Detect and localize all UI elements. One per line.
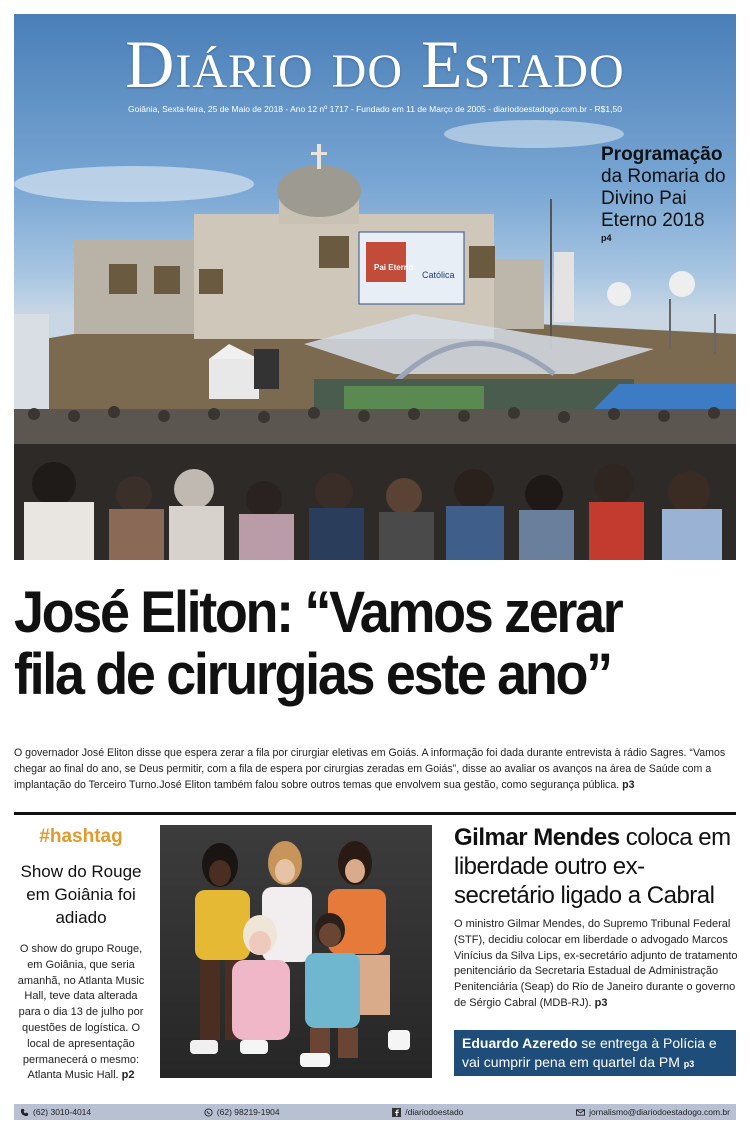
footer-whatsapp-number: (62) 98219-1904: [216, 1107, 280, 1117]
footer-email-address: jornalismo@diariodoestadogo.com.br: [589, 1107, 730, 1117]
rouge-story-title[interactable]: Show do Rouge em Goiânia foi adiado: [20, 862, 142, 927]
azeredo-teaser-box[interactable]: [454, 1030, 736, 1076]
footer-facebook-handle: /diariodoestado: [405, 1107, 464, 1117]
programacao-heading: Programação: [601, 144, 723, 165]
contact-footer-bar: [14, 1104, 736, 1120]
gilmar-story-text: O ministro Gilmar Mendes, do Supremo Tribunal Federal (STF), decidiu colocar em liberdade o advogado Marcos Vinícius da Silva Lips, ex-secretário adjunto de tratamento penitenciário da Secretaria Estadual de Administração Penitenciária (Seap) do Rio de Janeiro durante o governo de Sérgio Cabral (MDB-RJ).: [454, 918, 738, 1009]
footer-whatsapp[interactable]: [204, 1107, 280, 1117]
section-divider: [14, 812, 736, 815]
rouge-group-photo: [160, 825, 432, 1078]
page-reference: p2: [121, 1069, 135, 1082]
azeredo-name: Eduardo Azeredo: [462, 1035, 578, 1051]
lead-text: O governador José Eliton disse que espera zerar a fila por cirurgiar eletivas em Goiás. A informação foi dada durante entrevista à rádio Sagres. “Vamos chegar ao final do ano, se Deus permitir, com a fila de espera por cirurgias zeradas em Goiás”, disse ao avaliar os avanços na área de Saúde com a implantação do Terceiro Turno.José Eliton também falou sobre outros temas que envolvem sua gestão, como segurança pública.: [14, 747, 726, 791]
rouge-story-body: [14, 942, 148, 1084]
group-photo-illustration: [160, 825, 432, 1078]
headline-line-2: fila de cirurgias este ano”: [14, 642, 611, 707]
front-page-photo: [14, 14, 736, 560]
page-reference: p3: [594, 996, 608, 1009]
banner-text-catolica: Católica: [422, 270, 455, 280]
gilmar-story-body: [454, 917, 739, 1012]
banner-text-pai-eterno: Pai Eterno: [374, 263, 414, 272]
gilmar-name: Gilmar Mendes: [454, 824, 620, 851]
gilmar-mendes-headline[interactable]: [454, 823, 739, 910]
footer-email[interactable]: [576, 1107, 730, 1117]
whatsapp-icon: [204, 1108, 213, 1117]
facebook-icon: [392, 1108, 401, 1117]
page-reference: p3: [683, 1059, 695, 1069]
footer-phone-number: (62) 3010-4014: [33, 1107, 92, 1117]
programacao-text: da Romaria do Divino Pai Eterno 2018: [601, 166, 726, 231]
headline-line-1: José Eliton: “Vamos zerar: [14, 580, 622, 645]
newspaper-masthead[interactable]: Diário do Estado: [125, 26, 625, 102]
dateline: Goiânia, Sexta-feira, 25 de Maio de 2018 - Ano 12 nº 1717 - Fundado em 11 de Março de 2005 - diariodoestadogo.com.br - R$1,50: [128, 104, 622, 114]
azeredo-headline-rest: se entrega à Polícia e vai cumprir pena em quartel da PM: [462, 1035, 717, 1070]
phone-icon: [20, 1108, 29, 1117]
footer-phone[interactable]: [20, 1107, 91, 1117]
footer-facebook[interactable]: [392, 1107, 463, 1117]
email-icon: [576, 1108, 585, 1117]
gilmar-headline-rest: coloca em liberdade outro ex-secretário ligado a Cabral: [454, 824, 731, 909]
page-reference: p3: [622, 779, 635, 791]
programacao-teaser[interactable]: [601, 144, 731, 244]
rouge-story-text: O show do grupo Rouge, em Goiânia, que seria amanhã, no Atlanta Music Hall, teve data alterada para o dia 13 de julho por questões de logística. O local de apresentação permanecerá o mesmo: Atlanta Music Hall.: [17, 943, 145, 1082]
main-headline[interactable]: [14, 582, 685, 706]
page-reference: p4: [601, 233, 612, 243]
hashtag-section-label: #hashtag: [39, 826, 123, 847]
lead-paragraph: [14, 745, 736, 793]
